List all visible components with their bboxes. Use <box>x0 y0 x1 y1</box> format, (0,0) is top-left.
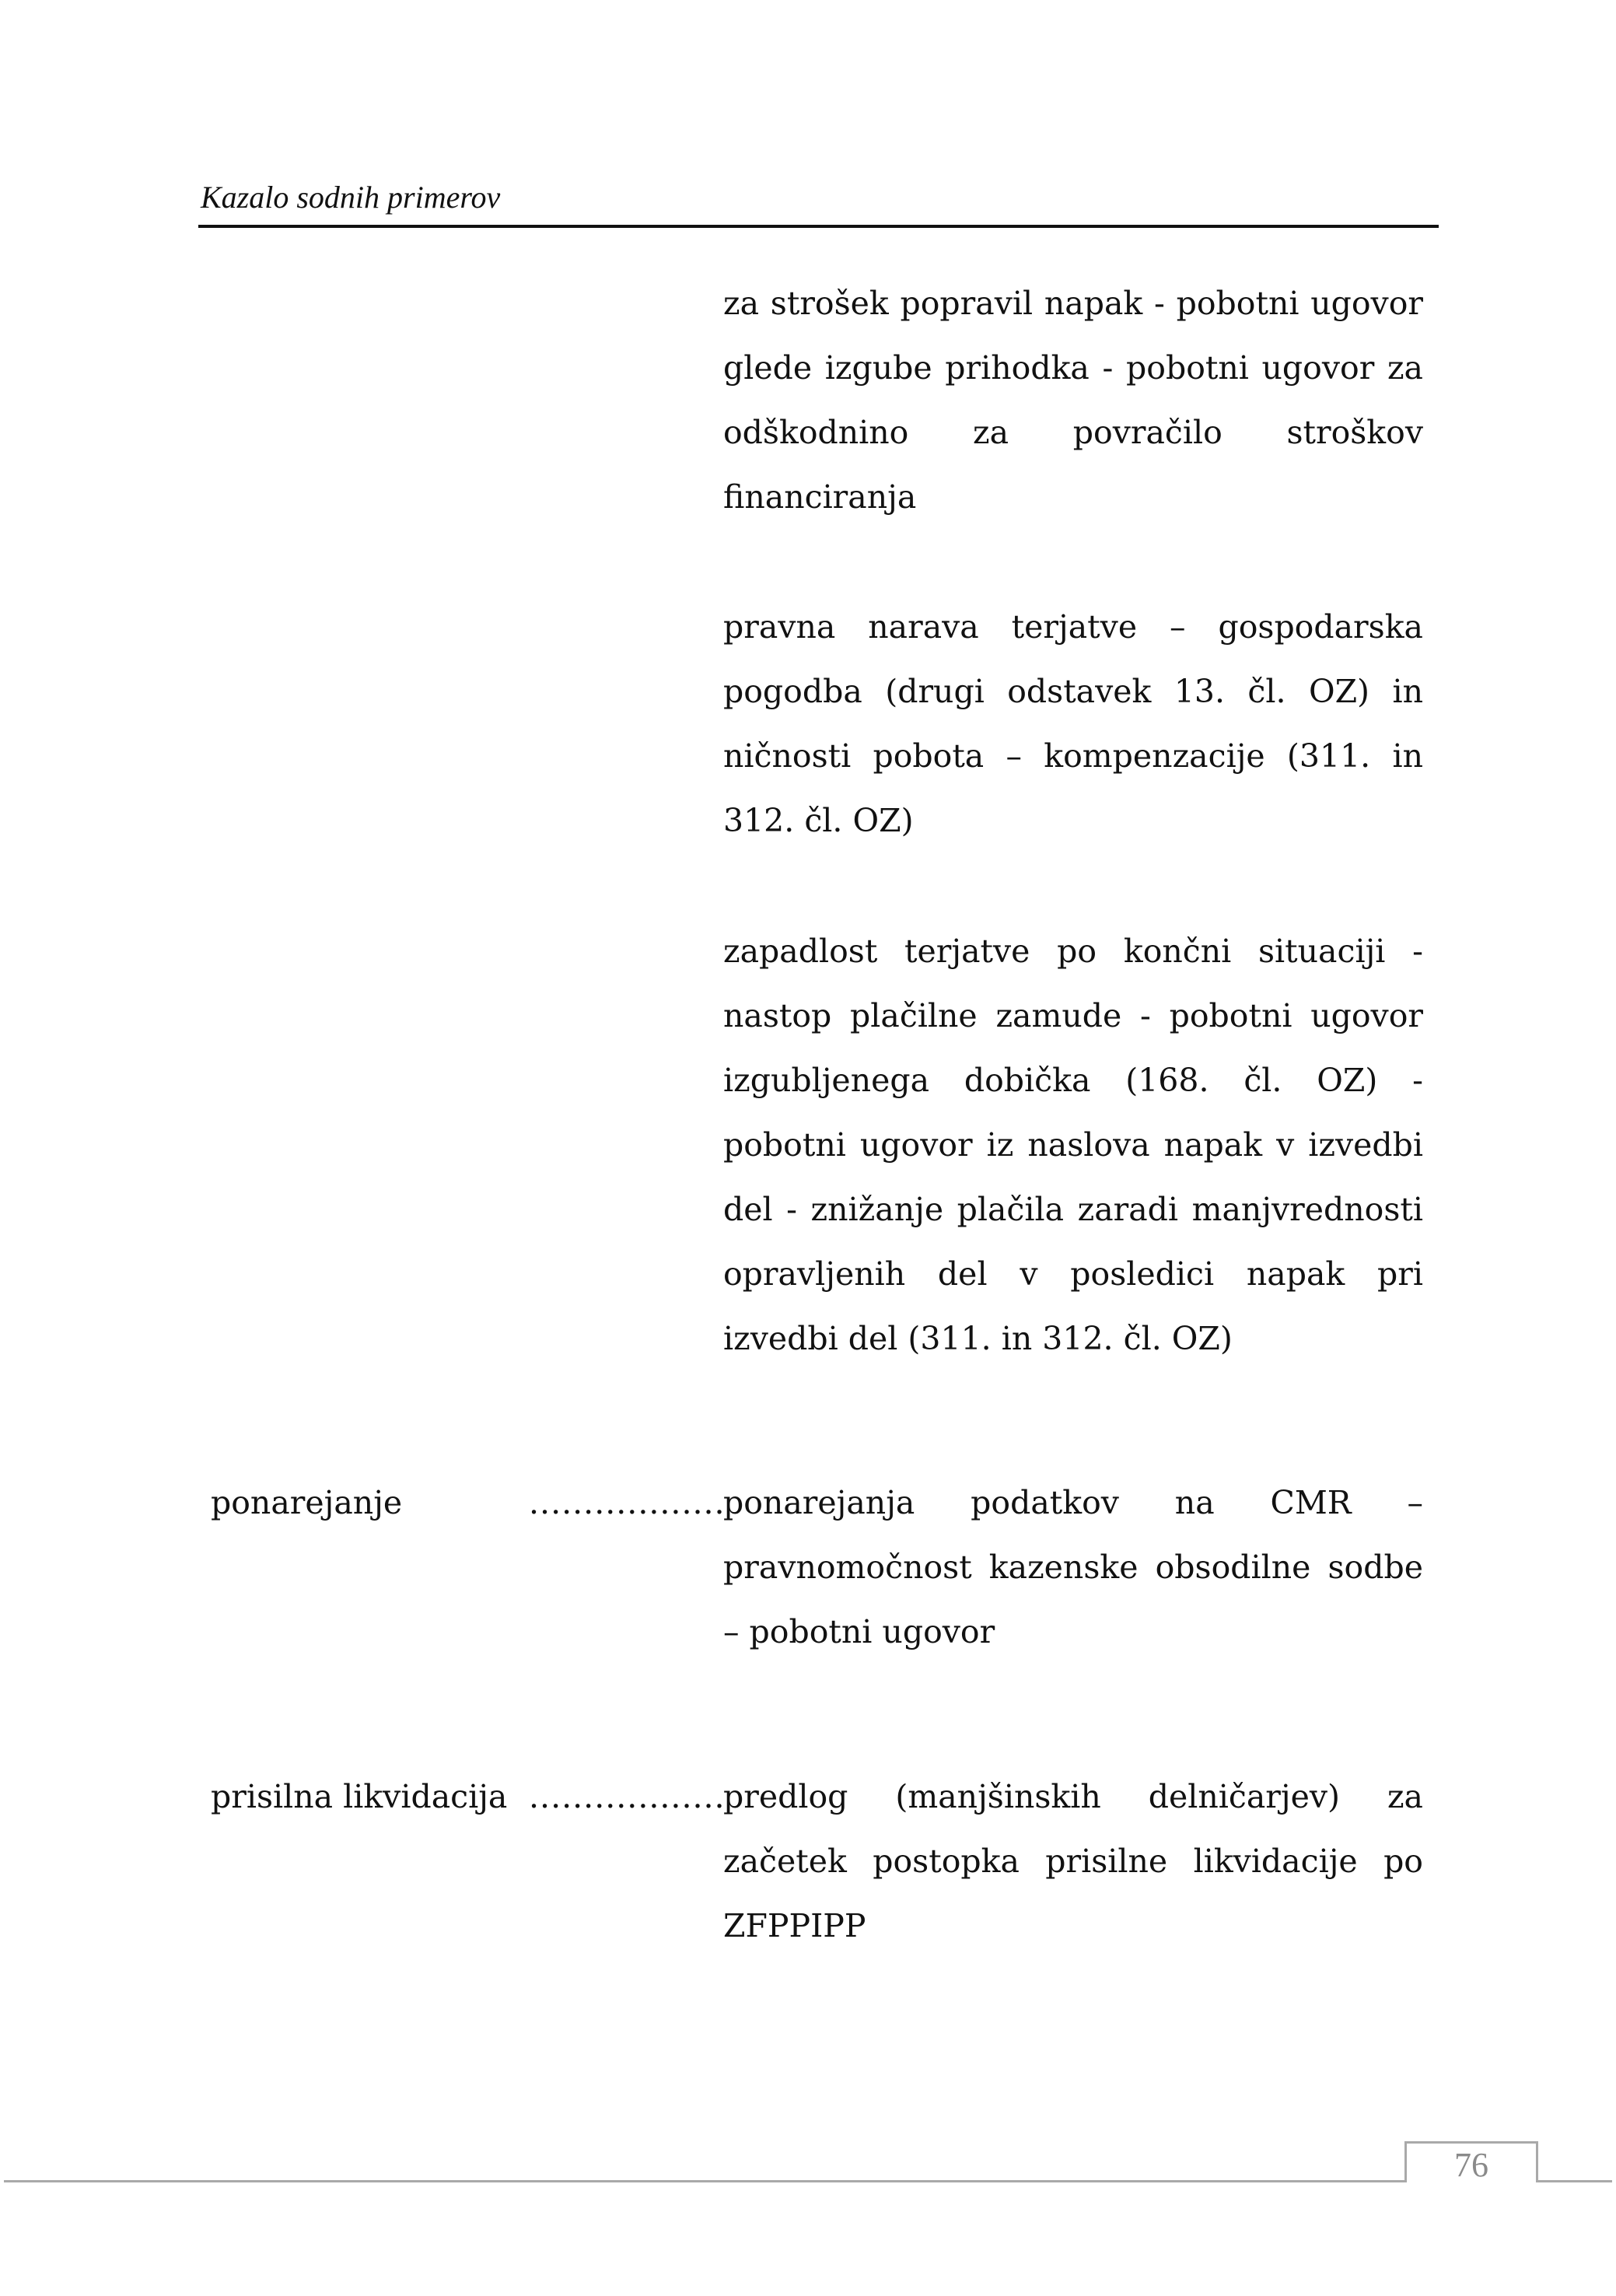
footer-rule-right <box>1531 2180 1612 2182</box>
footer-rule-left <box>4 2180 1407 2182</box>
index-term: ponarejanje <box>211 1484 403 1521</box>
index-description: predlog (manjšinskih delničarjev) za začetek postopka prisilne likvidacije po ZFPPIPP <box>723 1778 1423 1944</box>
index-description: za strošek popravil napak - pobotni ugovor glede izgube prihodka - pobotni ugovor za odškodnino za povračilo stroškov financiranja <box>723 285 1423 516</box>
dot-leader: .................. <box>529 1778 726 1815</box>
header-rule <box>198 225 1439 228</box>
index-description: ponarejanja podatkov na CMR – pravnomočnost kazenske obsodilne sodbe – pobotni ugovor <box>723 1484 1423 1650</box>
index-description: pravna narava terjatve – gospodarska pogodba (drugi odstavek 13. čl. OZ) in ničnosti pobota – kompenzacije (311. in 312. čl. OZ) <box>723 608 1423 839</box>
dot-leader: .................. <box>529 1484 726 1521</box>
index-term: prisilna likvidacija <box>211 1778 508 1815</box>
running-header-title: Kazalo sodnih primerov <box>201 180 501 215</box>
index-description: zapadlost terjatve po končni situaciji - nastop plačilne zamude - pobotni ugovor izgubljenega dobička (168. čl. OZ) - pobotni ugovor iz naslova napak v izvedbi del - znižanje plačila zaradi manjvrednosti opravljenih del v posledici napak pri izvedbi del (311. in 312. čl. OZ) <box>723 933 1423 1357</box>
page-number: 76 <box>1404 2141 1538 2182</box>
